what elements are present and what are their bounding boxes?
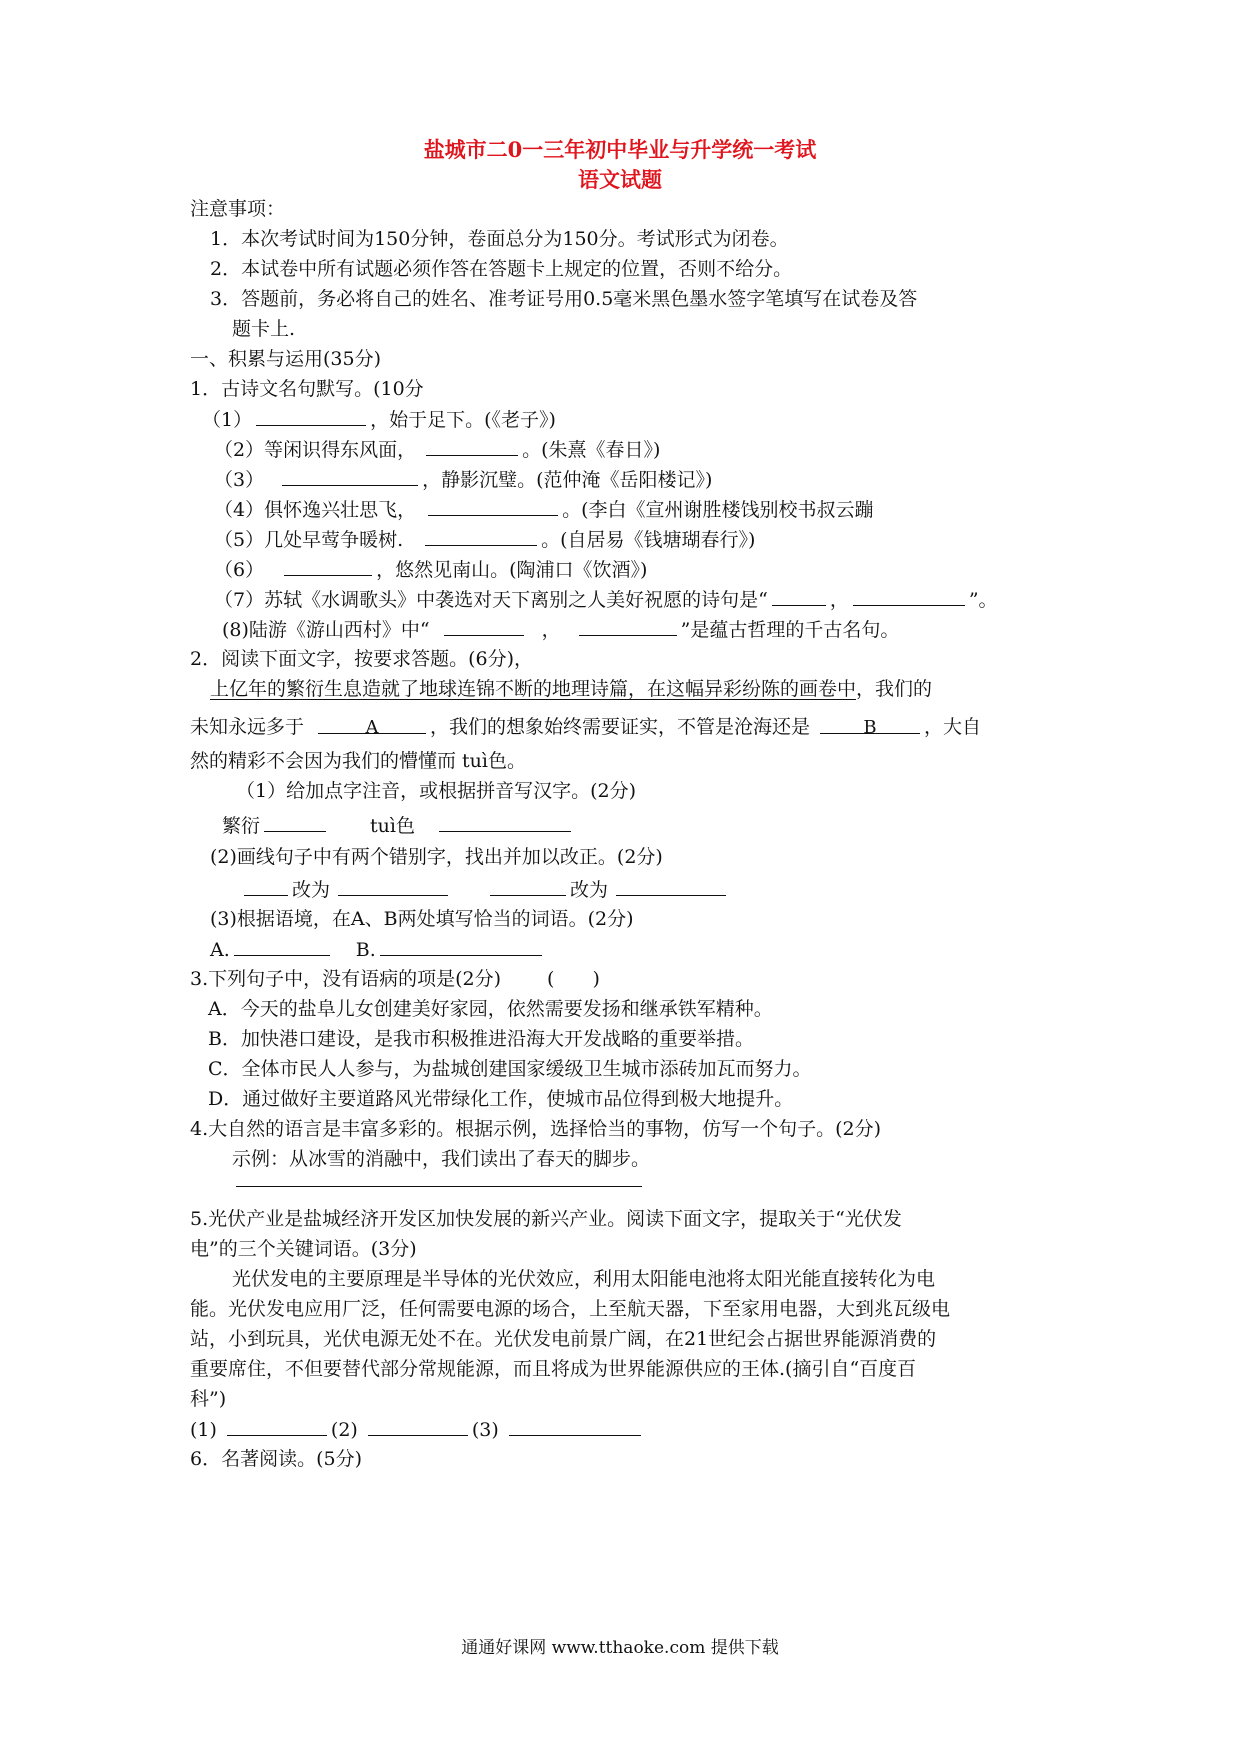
- q2-s2-a: 改为: [292, 879, 331, 901]
- q1-line-1: [202, 406, 556, 433]
- q1-l4-text: 。(李白《宣州谢胜楼饯别校书叔云蹦: [562, 499, 874, 521]
- q5-passage-4: 重要席住，不但要替代部分常规能源，而且将成为世界能源供应的王体.(摘引自“百度百: [190, 1358, 917, 1380]
- answer-blank[interactable]: [244, 876, 288, 896]
- answer-blank[interactable]: [227, 1416, 327, 1436]
- answer-blank[interactable]: [444, 616, 524, 636]
- q2-s3-b: B.: [355, 939, 376, 961]
- q3-option-a: A．今天的盐阜儿女创建美好家园，依然需要发扬和继承铁军精种。: [208, 998, 773, 1020]
- q1-l8-end: ”是蕴古哲理的千古名句。: [680, 619, 900, 641]
- q2-sub-3: (3)根据语境，在A、B两处填写恰当的词语。(2分): [210, 908, 634, 930]
- answer-blank[interactable]: [338, 876, 448, 896]
- q5-answers: [190, 1416, 645, 1443]
- q1-heading: 1．古诗文名句默写。(10分: [190, 378, 424, 400]
- q6-heading: 6．名著阅读。(5分): [190, 1448, 363, 1470]
- q2-s1-a: 繁衍: [222, 815, 261, 837]
- answer-blank[interactable]: [426, 436, 518, 456]
- q2-passage-line-3: 然的精彩不会因为我们的懵懂而 tuì色。: [190, 750, 526, 772]
- q2-p1-end: ，我们的: [856, 678, 933, 700]
- answer-blank[interactable]: [234, 936, 330, 956]
- q5-line-2: 电”的三个关键词语。(3分): [190, 1238, 417, 1260]
- exam-subtitle: 语文试题: [578, 167, 662, 192]
- answer-blank[interactable]: [428, 496, 558, 516]
- q3-heading: [190, 966, 600, 992]
- q1-line-6: [214, 556, 647, 583]
- blank-b[interactable]: [820, 714, 920, 738]
- q1-l5-text: 。(自居易《钱塘瑚春行》): [541, 529, 756, 551]
- q1-l3-text: ，静影沉璧。(范仲淹《岳阳楼记》): [422, 469, 713, 491]
- blank-a-label: A: [365, 717, 379, 738]
- q2-sub-1: （1）给加点字注音，或根据拼音写汉字。(2分): [236, 780, 637, 802]
- q3-heading-text: 3.下列句子中，没有语病的项是(2分): [190, 968, 502, 990]
- q1-l8-comma: ，: [541, 619, 561, 641]
- notice-heading: 注意事项：: [190, 198, 286, 220]
- blank-a[interactable]: [318, 714, 426, 738]
- q5-passage-1: 光伏发电的主要原理是半导体的光伏效应，利用太阳能电池将太阳光能直接转化为电: [232, 1268, 936, 1290]
- q1-l2-text: 。(朱熹《春日》): [522, 439, 661, 461]
- q5-a2: (2): [330, 1419, 358, 1441]
- answer-blank[interactable]: [439, 812, 571, 832]
- q2-sub-1-answers: [222, 812, 575, 839]
- q1-l7-end: ”。: [968, 589, 998, 611]
- section-heading: 一、积累与运用(35分): [190, 348, 382, 370]
- exam-title: 盐城市二0一三年初中毕业与升学统一考试: [423, 137, 817, 162]
- q1-line-3: [214, 466, 712, 493]
- q2-heading: 2．阅读下面文字，按要求答题。(6分)，: [190, 648, 534, 670]
- q2-passage-line-2: [190, 714, 981, 740]
- q1-l4-prefix: （4）俱怀逸兴壮思飞，: [214, 499, 417, 521]
- notice-item-3-cont: 题卡上.: [232, 318, 296, 340]
- answer-blank[interactable]: [616, 876, 726, 896]
- q4-example: 示例：从冰雪的消融中，我们读出了春天的脚步。: [232, 1148, 651, 1170]
- page-footer: 通通好课网 www.tthaoke.com 提供下载: [461, 1638, 779, 1658]
- q1-l2-prefix: （2）等闲识得东风面，: [214, 439, 417, 461]
- q5-passage-5: 科”): [190, 1388, 227, 1410]
- q5-a1: (1): [190, 1419, 217, 1441]
- answer-blank[interactable]: [853, 586, 965, 606]
- q1-l6-text: ，悠然见南山。(陶浦口《饮酒》): [376, 559, 648, 581]
- answer-blank[interactable]: [368, 1416, 468, 1436]
- q2-s3-a: A.: [210, 939, 230, 961]
- q5-passage-3: 站，小到玩具，光伏电源无处不在。光伏发电前景广阔，在21世纪会占据世界能源消费的: [190, 1328, 937, 1350]
- q5-a3: (3): [471, 1419, 499, 1441]
- q1-l8-prefix: (8)陆游《游山西村》中“: [222, 619, 430, 641]
- answer-blank[interactable]: [264, 812, 326, 832]
- answer-blank[interactable]: [509, 1416, 641, 1436]
- answer-blank[interactable]: [380, 936, 542, 956]
- q2-sub-3-answers: [210, 936, 546, 963]
- q3-answer-paren[interactable]: ( ): [547, 968, 600, 990]
- answer-blank[interactable]: [772, 586, 826, 606]
- q1-l7-comma: ，: [829, 589, 849, 611]
- q1-l3-prefix: （3）: [214, 469, 265, 491]
- q1-l1-prefix: （1）: [202, 409, 253, 431]
- q2-p2-a: 未知永远多于: [190, 716, 305, 738]
- answer-blank[interactable]: [490, 876, 566, 896]
- q1-l6-prefix: （6）: [214, 559, 265, 581]
- answer-blank[interactable]: [256, 406, 366, 426]
- q3-option-b: B．加快港口建设，是我市积极推进沿海大开发战略的重要举措。: [208, 1028, 754, 1050]
- q1-line-8: [222, 616, 899, 643]
- answer-blank[interactable]: [425, 526, 537, 546]
- q2-sub-2: (2)画线句子中有两个错别字，找出并加以改正。(2分): [210, 846, 663, 868]
- q1-l7-prefix: （7）苏轼《水调歌头》中袭选对天下离别之人美好祝愿的诗句是“: [214, 589, 768, 611]
- q5-line-1: 5.光伏产业是盐城经济开发区加快发展的新兴产业。阅读下面文字，提取关于“光伏发: [190, 1208, 902, 1230]
- q1-l5-prefix: （5）几处早莺争暖树.: [214, 529, 404, 551]
- notice-item-2: 2．本试卷中所有试题必须作答在答题卡上规定的位置，否则不给分。: [210, 258, 793, 280]
- q4-answer-line[interactable]: [236, 1186, 642, 1187]
- answer-blank[interactable]: [579, 616, 677, 636]
- notice-item-1: 1．本次考试时间为150分钟，卷面总分为150分。考试形式为闭卷。: [210, 228, 789, 250]
- q1-line-2: [214, 436, 660, 463]
- q1-l1-text: ，始于足下。(《老子》): [370, 409, 556, 431]
- answer-blank[interactable]: [282, 466, 418, 486]
- q2-s2-b: 改为: [570, 879, 609, 901]
- answer-blank[interactable]: [284, 556, 372, 576]
- q4-heading: 4.大自然的语言是丰富多彩的。根据示例，选择恰当的事物，仿写一个句子。(2分): [190, 1118, 882, 1140]
- notice-item-3: 3．答题前，务必将自己的姓名、准考证号用0.5毫米黑色墨水签字笔填写在试卷及答: [210, 288, 918, 310]
- q5-passage-2: 能。光伏发电应用厂泛，任何需要电源的场合，上至航天器，下至家用电器，大到兆瓦级电: [190, 1298, 951, 1320]
- q1-line-7: [214, 586, 998, 613]
- q2-p2-b: ，我们的想象始终需要证实，不管是沧海还是: [430, 716, 811, 738]
- q2-passage-line-1: [210, 676, 932, 702]
- q2-sub-2-answers: [240, 876, 730, 903]
- q3-option-c: C．全体市民人人参与，为盐城创建国家缓级卫生城市添砖加瓦而努力。: [208, 1058, 812, 1080]
- q1-line-4: [214, 496, 874, 523]
- q2-p2-c: ，大自: [924, 716, 982, 738]
- q2-s1-b: tuì色: [370, 815, 415, 837]
- blank-b-label: B: [863, 717, 877, 738]
- q3-option-d: D．通过做好主要道路风光带绿化工作，使城市品位得到极大地提升。: [208, 1088, 794, 1110]
- q1-line-5: [214, 526, 755, 553]
- underlined-sentence: 上亿年的繁衍生息造就了地球连锦不断的地理诗篇，在这幅异彩纷陈的画卷中: [210, 678, 857, 700]
